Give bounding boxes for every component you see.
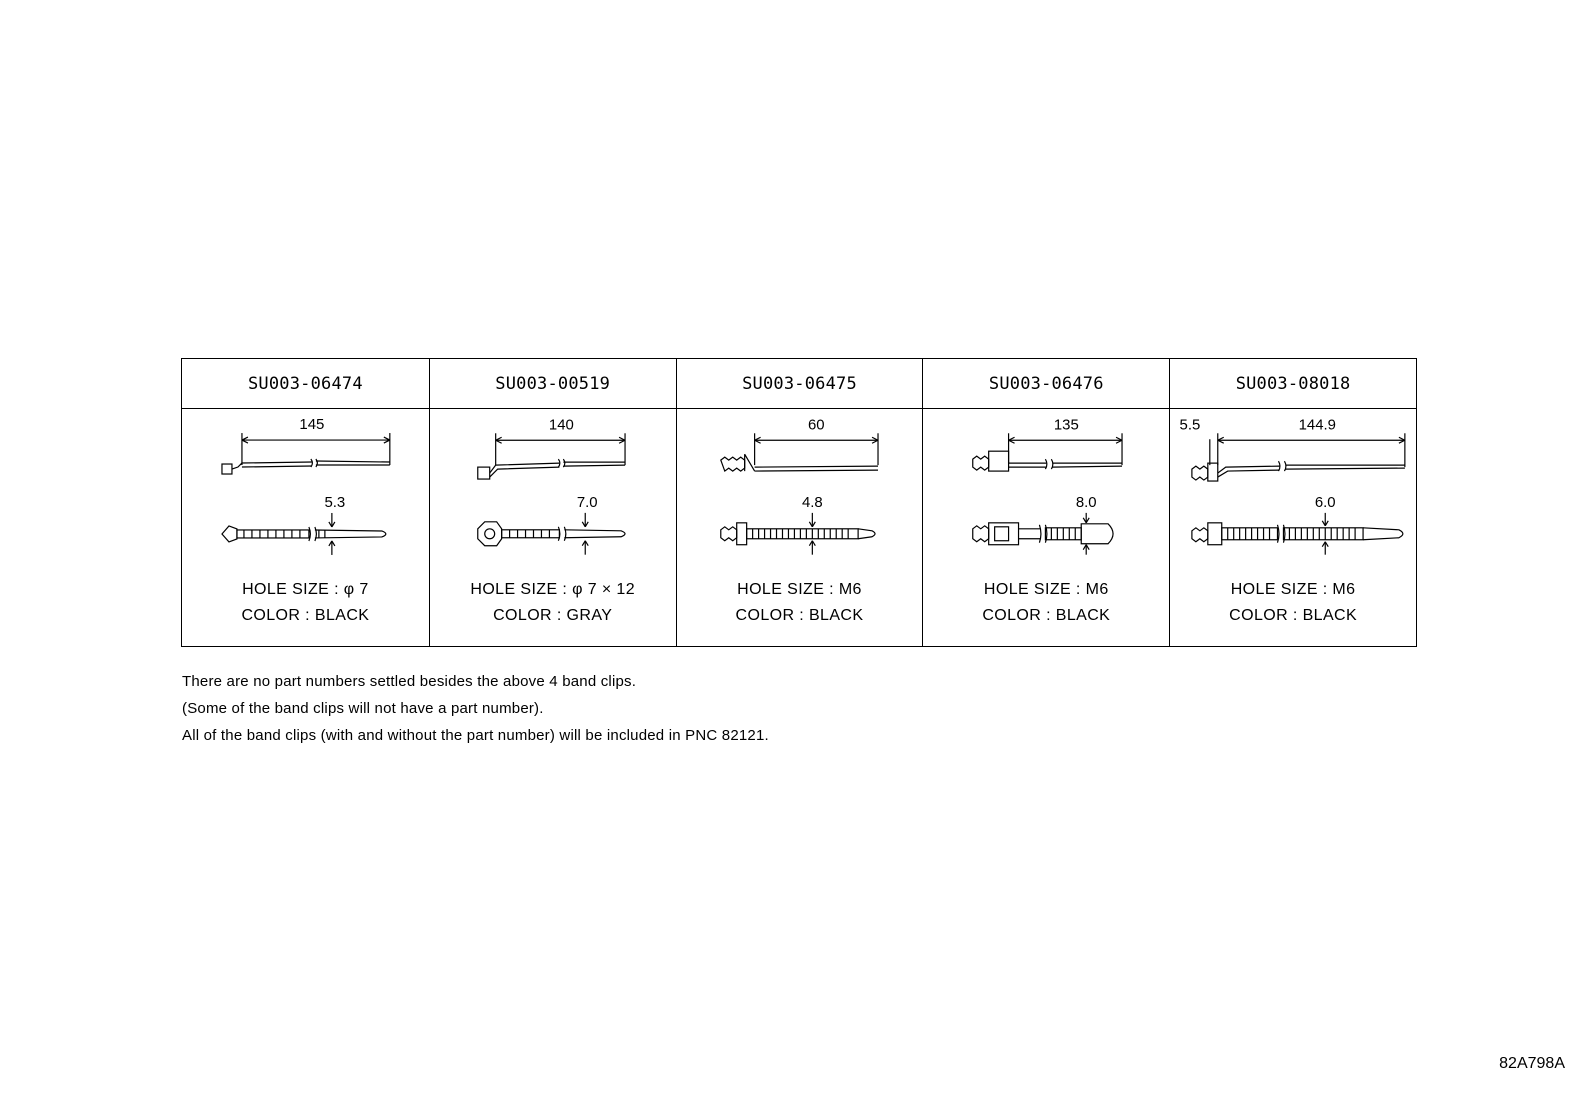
length-dimension: 144.9	[1298, 416, 1337, 434]
clip-drawing-cell	[923, 409, 1169, 647]
clip-drawing	[677, 409, 923, 569]
clip-drawing	[923, 409, 1169, 569]
clip-drawing	[182, 409, 429, 569]
width-dimension: 5.3	[324, 493, 346, 511]
notes	[182, 668, 769, 749]
clip-column	[676, 359, 923, 647]
clip-color: COLOR : BLACK	[1229, 607, 1358, 624]
part-number: SU003-08018	[1170, 359, 1416, 409]
reference-code: 82A798A	[1499, 1055, 1565, 1072]
clip-color: COLOR : BLACK	[982, 607, 1111, 624]
clip-specs	[430, 577, 676, 629]
clip-column	[922, 359, 1169, 647]
note-line: There are no part numbers settled besides the above 4 band clips.	[182, 673, 637, 690]
clip-color: COLOR : BLACK	[241, 607, 370, 624]
clip-column	[182, 359, 429, 647]
hole-size: HOLE SIZE : M6	[737, 581, 862, 598]
width-dimension: 8.0	[1076, 493, 1097, 511]
length-dimension: 140	[548, 416, 574, 434]
note-line: All of the band clips (with and without the part number) will be included in PNC 82121.	[182, 727, 769, 744]
length-dimension: 135	[1054, 416, 1080, 434]
hole-size: HOLE SIZE : φ 7	[242, 581, 369, 598]
clip-drawing	[430, 409, 676, 569]
hole-size: HOLE SIZE : φ 7 × 12	[470, 581, 636, 598]
length-dimension: 145	[299, 416, 325, 434]
clip-column	[429, 359, 676, 647]
part-number: SU003-06475	[677, 359, 923, 409]
part-number: SU003-06476	[923, 359, 1169, 409]
clip-specs	[923, 577, 1169, 629]
part-number: SU003-00519	[430, 359, 676, 409]
clip-column	[1169, 359, 1416, 647]
width-dimension: 7.0	[576, 493, 598, 511]
clip-drawing-cell	[430, 409, 676, 647]
hole-size: HOLE SIZE : M6	[983, 581, 1109, 598]
clip-drawing-cell	[182, 409, 429, 647]
part-number: SU003-06474	[182, 359, 429, 409]
length-dimension: 60	[807, 416, 825, 434]
band-clip-table	[181, 358, 1417, 647]
note-line: (Some of the band clips will not have a part number).	[182, 700, 544, 717]
clip-specs	[1170, 577, 1416, 629]
clip-drawing	[1170, 409, 1416, 569]
offset-dimension: 5.5	[1179, 416, 1201, 434]
clip-drawing-cell	[677, 409, 923, 647]
width-dimension: 6.0	[1315, 493, 1336, 511]
clip-color: COLOR : BLACK	[735, 607, 864, 624]
hole-size: HOLE SIZE : M6	[1230, 581, 1356, 598]
clip-specs	[182, 577, 429, 629]
clip-drawing-cell	[1170, 409, 1416, 647]
clip-specs	[677, 577, 923, 629]
width-dimension: 4.8	[801, 493, 823, 511]
clip-color: COLOR : GRAY	[493, 607, 613, 624]
